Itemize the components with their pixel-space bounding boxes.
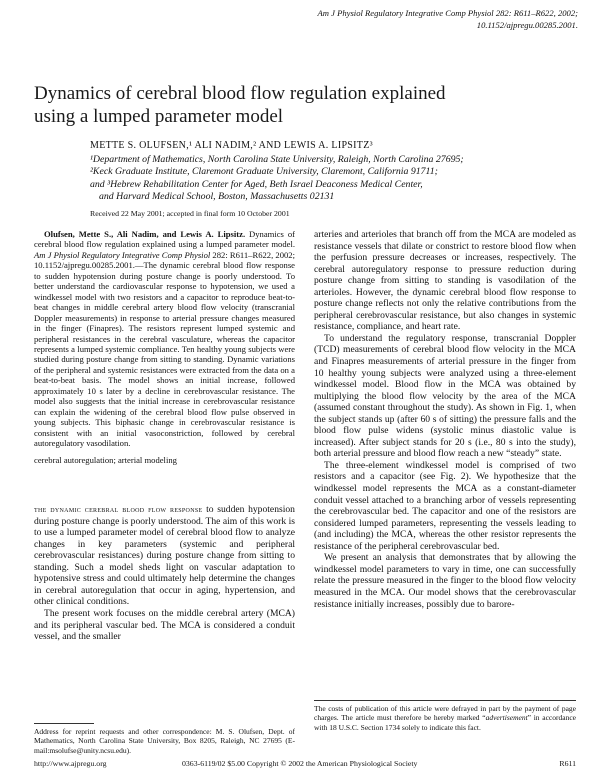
intro-paragraph-2: The present work focuses on the middle cerebral artery (MCA) and its peripheral vascular bed. The MCA is considered a conduit vessel, and the smaller: [34, 607, 295, 643]
copyright-line: 0363-6119/02 $5.00 Copyright © 2002 the American Physiological Society: [182, 759, 418, 768]
journal-citation-line: Am J Physiol Regulatory Integrative Comp Physiol 282: R611–R622, 2002;: [317, 8, 578, 18]
affiliation-line-1: ¹Department of Mathematics, North Carolina State University, Raleigh, North Carolina 27695;: [90, 154, 464, 165]
paragraph-5: We present an analysis that demonstrates that by allowing the windkessel model parameters to vary in time, one can successfully relate the pressure measured in the finger to the blood flow velocity measured in the MCA. Our model shows that the cerebrovascular resistance initially increases, possibly due to barore-: [314, 552, 576, 610]
affiliation-line-2: ²Keck Graduate Institute, Claremont Graduate University, Claremont, California 91711;: [90, 166, 438, 178]
right-column: [314, 229, 576, 610]
citation-ref: 282: R611–R622, 2002; 10.1152/ajpregu.00285.2001.—: [34, 249, 295, 271]
paragraph-2-continued: arteries and arterioles that branch off from the MCA are modeled as resistance vessels that dilate or constrict to restore blood flow when the perfusion pressure decreases or increases, respectively. The cerebral autoregulatory response to pressure reduction during posture change from sitting to standing is vasodilation of the arterioles. However, the dynamic cerebral blood flow response to posture change reflects not only the relative contributions from the peripheral cerebrovascular resistance, but also changes in systemic resistance, compliance, and heart rate.: [314, 229, 576, 333]
footnote-rule-right: [314, 700, 576, 701]
cost-text-a: The costs of publication of this article were defrayed in part by the payment of page charges. The article must therefore be hereby marked “: [314, 704, 576, 723]
page-number: R611: [559, 759, 576, 768]
footnote-rule: [34, 723, 94, 724]
cost-text-italic: advertisement: [485, 713, 528, 723]
affiliation-line-3: and ³Hebrew Rehabilitation Center for Aged, Beth Israel Deaconess Medical Center,: [90, 178, 423, 190]
citation-journal: Am J Physiol Regulatory Integrative Comp Physiol: [34, 249, 211, 260]
correspondence-text: Address for reprint requests and other correspondence: M. S. Olufsen, Dept. of Mathematics, North Carolina State University, Box 8205, Raleigh, NC 27695 (E-mail:msolufse@unity.ncsu.edu).: [34, 727, 295, 755]
received-dates: Received 22 May 2001; accepted in final form 10 October 2001: [90, 209, 290, 218]
left-column: [34, 229, 295, 643]
correspondence-footnote: [34, 723, 295, 755]
author-list: METTE S. OLUFSEN,¹ ALI NADIM,² AND LEWIS A. LIPSITZ³: [90, 140, 373, 151]
cost-text-b: ” in accordance with 18 U.S.C. Section 1734 solely to indicate this fact.: [314, 713, 576, 732]
paragraph-4: The three-element windkessel model is comprised of two resistors and a capacitor (see Fig. 2). We hypothesize that the windkessel model represents the MCA as a constant-diameter conduit vessel attached to a branching arbor of vessels representing the cerebrovascular bed. The capacitor and one of the resistors are considered lumped parameters, representing the vessels leading to (and including) the MCA, whereas the other resistor represents the resistance of the peripheral cerebrovascular bed.: [314, 459, 576, 552]
citation-title: Dynamics of cerebral blood flow regulation explained using a lumped parameter model.: [34, 229, 295, 250]
journal-header: [158, 8, 578, 31]
intro-lead-caps: the dynamic cerebral blood flow response: [34, 504, 203, 515]
abstract: [34, 229, 295, 449]
keywords: cerebral autoregulation; arterial modeling: [34, 454, 177, 465]
intro-p1-text: to sudden hypotension during posture change is poorly understood. The aim of this work is to use a lumped parameter model of cerebral blood flow to analyze changes in key parameters (systemic and peripheral cerebrovascular resistances) during posture change from sitting to standing. Such a model sheds light on vascular adaptation to hypotensive stress and could ultimately help determine the changes in cerebral autoregulation that occur in aging, hypertension, and other clinical conditions.: [34, 504, 295, 608]
affiliations: [90, 154, 580, 203]
citation-authors: Olufsen, Mette S., Ali Nadim, and Lewis A. Lipsitz.: [44, 229, 246, 239]
doi-line: 10.1152/ajpregu.00285.2001.: [476, 19, 578, 30]
title-line-1: Dynamics of cerebral blood flow regulation explained: [34, 83, 446, 104]
title-line-2: using a lumped parameter model: [34, 106, 284, 127]
publication-cost-footnote: [314, 700, 576, 732]
abstract-body: The dynamic cerebral blood flow response to sudden hypotension during posture change is poorly understood. To better understand the cardiovascular response to hypotension, we used a windkessel model with two resistors and a capacitor to reproduce beat-to-beat changes in middle cerebral artery blood flow velocity (transcranial Doppler measurements) in response to arterial pressure changes measured in the finger (Finapres). The resistors represent lumped systemic and peripheral resistances in the cerebral vasculature, whereas the capacitor represents a lumped systemic compliance. Ten healthy young subjects were studied during posture change from sitting to standing. Dynamic variations of the peripheral and systemic resistances were extracted from the data on a beat-to-beat basis. The model shows an initial increase, followed approximately 10 s later by a decline in cerebrovascular resistance. The model also suggests that the initial increase in cerebrovascular resistance can explain the widening of the cerebral blood flow pulse observed in young subjects. This biphasic change in cerebrovascular resistance is consistent with an initial vasoconstriction, followed by cerebral autoregulatory vasodilation.: [34, 260, 295, 449]
article-title: [34, 82, 574, 128]
affiliation-line-4: and Harvard Medical School, Boston, Massachusetts 02131: [99, 190, 335, 202]
paragraph-3: To understand the regulatory response, transcranial Doppler (TCD) measurements of cerebral blood flow velocity in the MCA and Finapres measurements of arterial pressure in the finger from 10 healthy young subjects were analyzed using a three-element windkessel model. Blood flow in the MCA was obtained by multiplying the blood flow velocity by the area of the MCA (assumed constant throughout the study). As shown in Fig. 1, when the subject stands up (after 60 s of sitting) the pressure falls and the blood flow pulse widens (systolic minus diastolic value is increased). After subject stands for 20 s (i.e., 80 s into the study), both arterial pressure and blood flow reach a new “steady” state.: [314, 332, 576, 460]
intro-paragraph-1: [34, 504, 295, 608]
journal-url-link[interactable]: http://www.ajpregu.org: [34, 759, 107, 768]
